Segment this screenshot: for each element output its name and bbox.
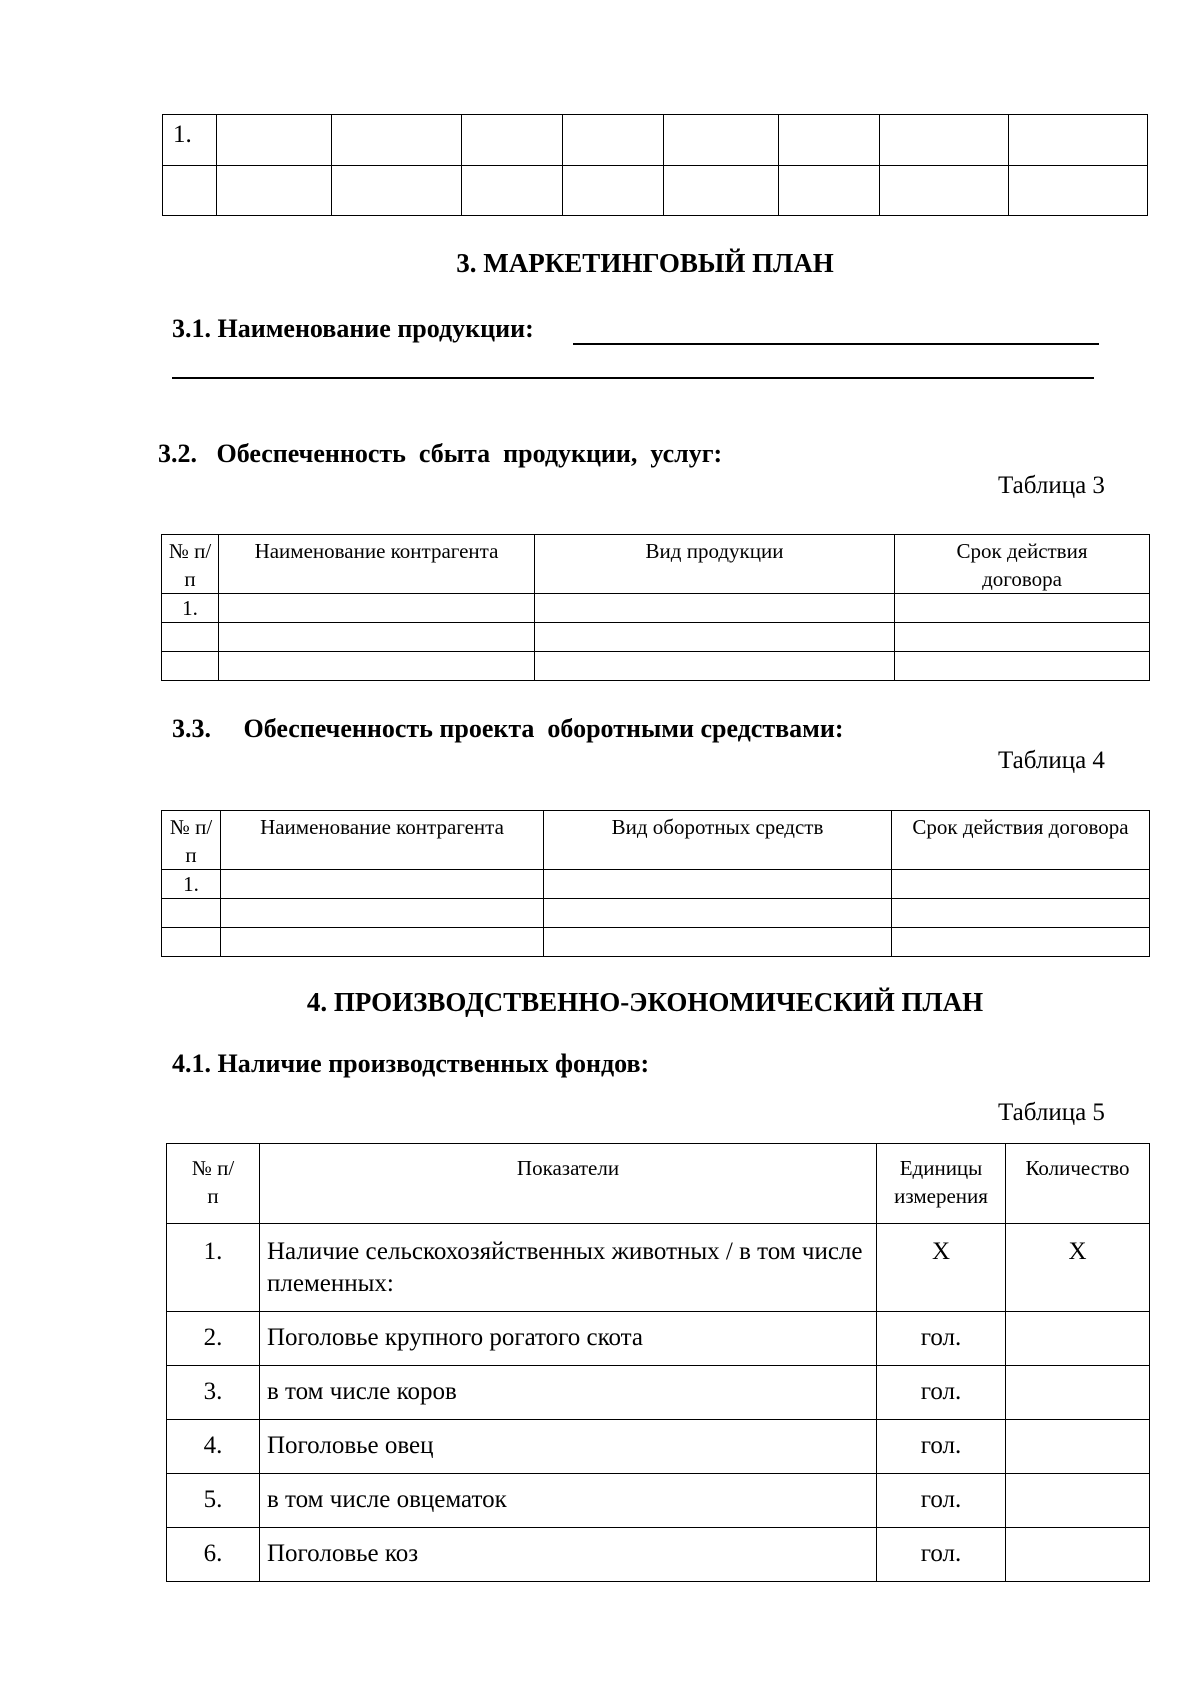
table-5-caption: Таблица 5 [998,1099,1105,1126]
table-cell [162,623,219,652]
table-header: Показатели [260,1144,877,1224]
row-number: 1. [167,1224,260,1312]
table-cell [332,115,462,166]
table-cell [163,166,217,216]
row-unit: гол. [877,1474,1006,1528]
table-cell: 1. [162,594,219,623]
table-cell [221,899,544,928]
row-number: 3. [167,1366,260,1420]
table-row [167,1366,1150,1420]
table-cell [332,166,462,216]
table-cell [544,899,892,928]
table-header: Вид оборотных средств [544,811,892,870]
table-cell [535,594,895,623]
section-4-title: 4. ПРОИЗВОДСТВЕННО-ЭКОНОМИЧЕСКИЙ ПЛАН [306,987,984,1017]
table-cell [221,928,544,957]
table-3-caption: Таблица 3 [998,472,1105,499]
table-cell [779,115,880,166]
row-number: 4. [167,1420,260,1474]
row-qty [1006,1474,1150,1528]
table-header: № п/п [162,811,221,870]
row-name: Поголовье коз [260,1528,877,1582]
table-cell [880,115,1009,166]
table-cell [535,623,895,652]
table-header: № п/п [162,535,219,594]
row-qty [1006,1528,1150,1582]
table-header: Единицы измерения [877,1144,1006,1224]
row-name: Поголовье крупного рогатого скота [260,1312,877,1366]
row-number: 5. [167,1474,260,1528]
table-cell: 1. [163,115,217,166]
table-header: Наименование контрагента [221,811,544,870]
table-cell [217,166,332,216]
row-qty [1006,1420,1150,1474]
row-unit: Х [877,1224,1006,1312]
table-cell [217,115,332,166]
table-header: Срок действия договора [895,535,1150,594]
row-name: в том числе коров [260,1366,877,1420]
table-cell [563,166,664,216]
table-cell [162,652,219,681]
table-row [167,1312,1150,1366]
table-cell [563,115,664,166]
subsection-4-1-label: 4.1. Наличие производственных фондов: [172,1049,650,1078]
row-unit: гол. [877,1366,1006,1420]
table-4 [161,810,1150,957]
top-table [162,114,1148,216]
row-name: Наличие сельскохозяйственных животных / в том числе племенных: [260,1224,877,1312]
subsection-3-1-label: 3.1. Наименование продукции: [172,314,534,343]
table-cell [1009,115,1148,166]
row-number: 6. [167,1528,260,1582]
row-name: Поголовье овец [260,1420,877,1474]
table-row [167,1474,1150,1528]
subsection-3-3-label: 3.3. Обеспеченность проекта оборотными средствами: [172,714,844,743]
row-unit: гол. [877,1528,1006,1582]
table-cell [892,928,1150,957]
table-header: Наименование контрагента [219,535,535,594]
row-qty: Х [1006,1224,1150,1312]
table-cell [219,594,535,623]
table-cell [544,870,892,899]
table-header: Срок действия договора [892,811,1150,870]
product-name-line [573,343,1099,345]
table-3 [161,534,1150,681]
table-cell [1009,166,1148,216]
row-number: 2. [167,1312,260,1366]
row-qty [1006,1366,1150,1420]
table-header: № п/п [167,1144,260,1224]
table-cell [219,623,535,652]
table-cell [892,870,1150,899]
table-5 [166,1143,1150,1582]
table-cell [162,928,221,957]
table-cell [219,652,535,681]
row-unit: гол. [877,1420,1006,1474]
row-unit: гол. [877,1312,1006,1366]
table-cell [462,115,563,166]
table-header: Вид продукции [535,535,895,594]
row-qty [1006,1312,1150,1366]
table-cell [895,652,1150,681]
table-row [167,1420,1150,1474]
table-row [167,1528,1150,1582]
table-cell [880,166,1009,216]
table-header: Количество [1006,1144,1150,1224]
row-name: в том числе овцематок [260,1474,877,1528]
section-3-title: 3. МАРКЕТИНГОВЫЙ ПЛАН [456,248,834,278]
product-name-line-2 [172,377,1094,379]
table-cell [664,115,779,166]
table-4-caption: Таблица 4 [998,747,1105,774]
table-cell [895,594,1150,623]
table-row [167,1224,1150,1312]
table-cell [664,166,779,216]
table-cell [162,899,221,928]
table-cell [535,652,895,681]
subsection-3-2-label: 3.2. Обеспеченность сбыта продукции, услуг: [158,439,723,468]
table-cell [895,623,1150,652]
table-cell [892,899,1150,928]
table-cell [221,870,544,899]
table-cell [779,166,880,216]
table-cell: 1. [162,870,221,899]
table-cell [462,166,563,216]
table-cell [544,928,892,957]
